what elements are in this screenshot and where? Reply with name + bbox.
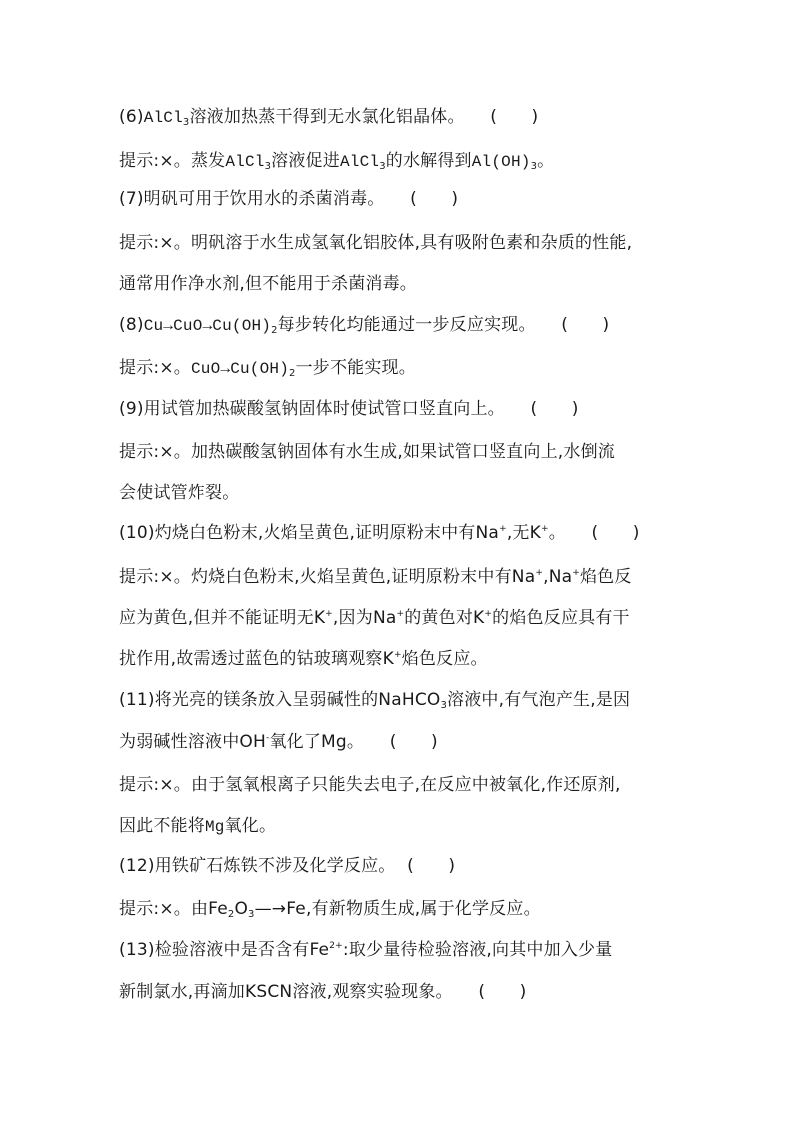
answer-bracket: ( ) bbox=[490, 107, 539, 127]
question-number: (6) bbox=[119, 107, 144, 127]
question-text: 溶液加热蒸干得到无水氯化铝晶体。 bbox=[189, 107, 465, 127]
answer-bracket: ( ) bbox=[530, 399, 579, 419]
answer-bracket: ( ) bbox=[561, 315, 610, 335]
question-11-line-2: 为弱碱性溶液中OH-氧化了Mg。 ( ) bbox=[119, 732, 438, 752]
question-12 bbox=[119, 855, 455, 877]
question-text: (7)明矾可用于饮用水的杀菌消毒。 bbox=[119, 189, 385, 209]
question-8: $(8)Cu\to CuO\to Cu(OH)_2$每步转化均能通过一步反应实现。 ( ) bbox=[119, 315, 610, 336]
question-text: 每步转化均能通过一步反应实现。 bbox=[277, 315, 536, 335]
question-9 bbox=[119, 398, 579, 420]
answer-bracket: ( ) bbox=[591, 523, 640, 543]
hint-8: 提示:×。$CuO\to Cu(OH)_2$一步不能实现。 bbox=[119, 358, 416, 379]
hint-12: 提示:×。由$Fe_2O_3—\to Fe$,有新物质生成,属于化学反应。 bbox=[119, 899, 541, 920]
question-text: (9)用试管加热碳酸氢钠固体时使试管口竖直向上。 bbox=[119, 399, 505, 419]
question-6: (6)AlCl$_3$溶液加热蒸干得到无水氯化铝晶体。 ( ) bbox=[119, 107, 539, 128]
chem-formula: NaHCO bbox=[378, 690, 441, 710]
hint-6: 提示:×。蒸发AlCl$_3$溶液促进AlCl$_3$的水解得到$Al(OH)_3$。 bbox=[119, 151, 555, 172]
question-13-line-1: (13)检验溶液中是否含有$Fe^{2+}$:取少量待检验溶液,向其中加入少量 bbox=[119, 940, 613, 960]
hint-7-line-2: 通常用作净水剂,但不能用于杀菌消毒。 bbox=[119, 274, 418, 294]
answer-bracket: ( ) bbox=[478, 982, 527, 1002]
question-11-line-1: (11)将光亮的镁条放入呈弱碱性的NaHCO$_3$溶液中,有气泡产生,是因 bbox=[119, 690, 631, 711]
hint-10-line-3: 扰作用,故需透过蓝色的钴玻璃观察K+焰色反应。 bbox=[119, 649, 488, 669]
question-text: (12)用铁矿石炼铁不涉及化学反应。 bbox=[119, 856, 396, 876]
question-7 bbox=[119, 188, 458, 210]
hint-9-line-1: 提示:×。加热碳酸氢钠固体有水生成,如果试管口竖直向上,水倒流 bbox=[119, 442, 615, 462]
chem-formula: AlCl bbox=[143, 109, 183, 127]
question-13-line-2: 新制氯水,再滴加KSCN溶液,观察实验现象。 ( ) bbox=[119, 982, 527, 1002]
hint-11-line-2: 因此不能将Mg氧化。 bbox=[119, 816, 277, 836]
hint-10-line-1: 提示:×。灼烧白色粉末,火焰呈黄色,证明原粉末中有Na+,Na+焰色反 bbox=[119, 567, 632, 587]
chem-formula: Cu→CuO→Cu(OH) bbox=[143, 317, 272, 335]
hint-7-line-1: 提示:×。明矾溶于水生成氢氧化铝胶体,具有吸附色素和杂质的性能, bbox=[119, 233, 633, 253]
hint-9-line-2: 会使试管炸裂。 bbox=[119, 483, 240, 503]
question-10: (10)灼烧白色粉末,火焰呈黄色,证明原粉末中有Na+,无K+。 ( ) bbox=[119, 523, 640, 543]
hint-11-line-1: 提示:×。由于氢氧根离子只能失去电子,在反应中被氧化,作还原剂, bbox=[119, 775, 621, 795]
hint-10-line-2: 应为黄色,但并不能证明无K+,因为Na+的黄色对K+的焰色反应具有干 bbox=[119, 608, 630, 628]
answer-bracket: ( ) bbox=[389, 732, 438, 752]
answer-bracket: ( ) bbox=[407, 856, 456, 876]
answer-bracket: ( ) bbox=[410, 189, 459, 209]
